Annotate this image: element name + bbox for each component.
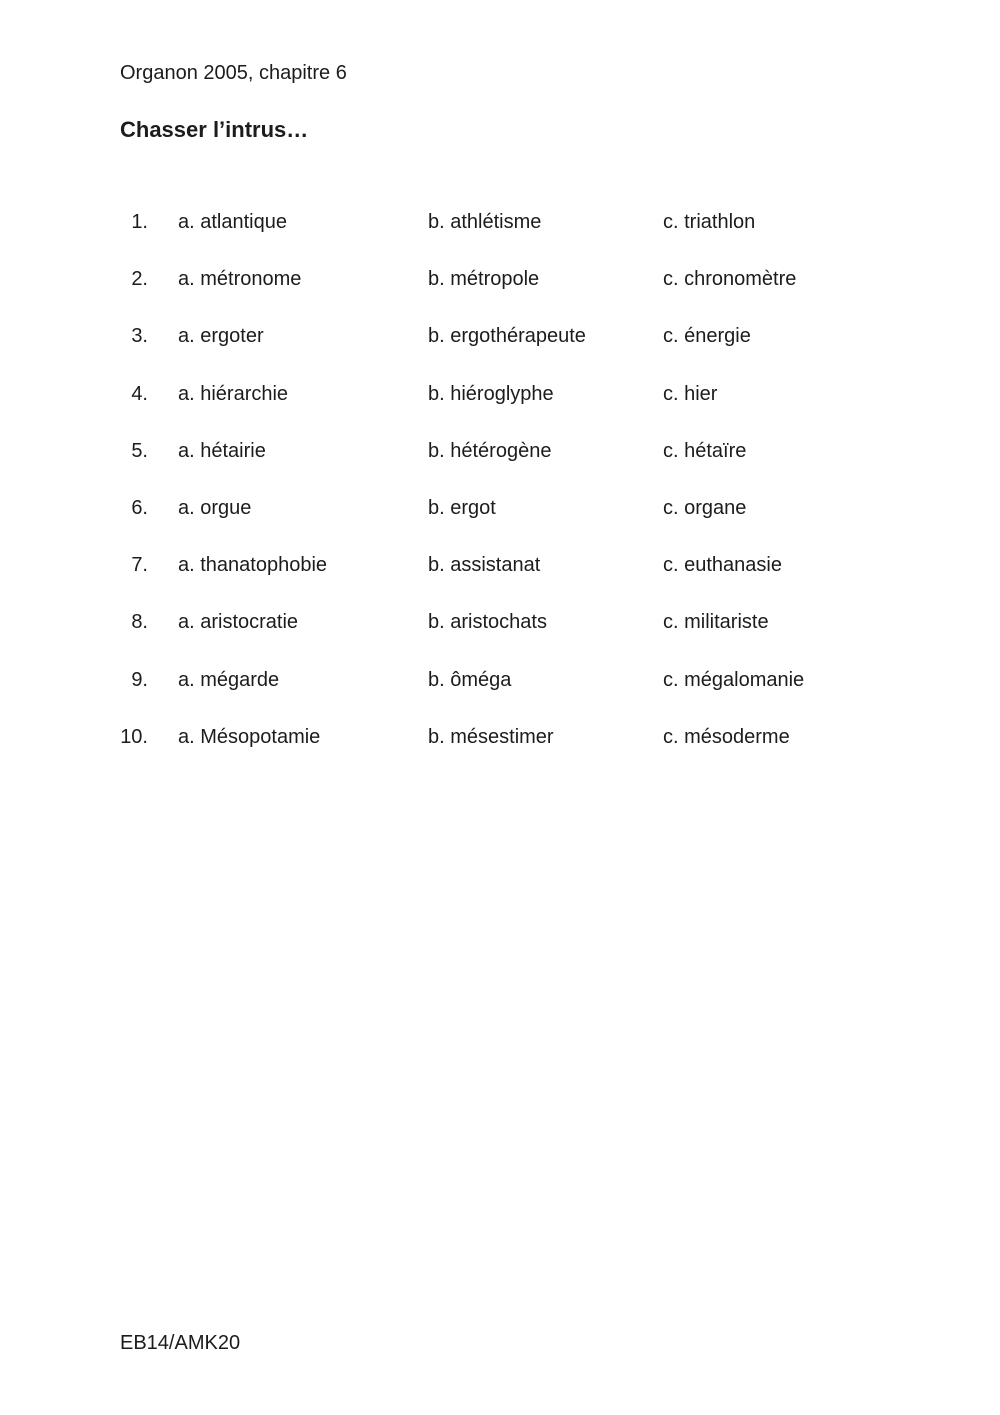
option-c: c. mégalomanie (663, 668, 805, 691)
exercise-row-3 (118, 308, 948, 365)
option-a: a. mégarde (178, 668, 280, 691)
option-a: a. hétairie (178, 439, 266, 462)
option-b: b. ergothérapeute (428, 325, 586, 348)
document-footer: EB14/AMK20 (120, 1332, 241, 1354)
page-title: Chasser l’intrus… (120, 117, 309, 142)
item-number: 1. (131, 211, 148, 234)
option-a: a. Mésopotamie (178, 725, 321, 748)
exercise-row-6 (118, 480, 948, 537)
item-number: 7. (131, 554, 148, 577)
option-b: b. mésestimer (428, 725, 554, 748)
item-number: 10. (120, 725, 148, 748)
option-b: b. aristochats (428, 611, 547, 634)
option-a: a. aristocratie (178, 611, 299, 634)
exercise-row-1 (118, 194, 948, 251)
option-c: c. organe (663, 497, 747, 520)
option-a: a. hiérarchie (178, 382, 289, 405)
option-c: c. chronomètre (663, 268, 797, 291)
exercise-row-9 (118, 652, 948, 709)
exercise-row-2 (118, 251, 948, 308)
exercise-list (118, 194, 948, 766)
exercise-row-8 (118, 594, 948, 651)
document-header: Organon 2005, chapitre 6 (120, 62, 347, 84)
exercise-row-4 (118, 366, 948, 423)
option-c: c. hier (663, 382, 718, 405)
exercise-row-10 (118, 709, 948, 766)
option-b: b. métropole (428, 268, 540, 291)
exercise-row-7 (118, 537, 948, 594)
option-c: c. mésoderme (663, 725, 790, 748)
option-a: a. métronome (178, 268, 302, 291)
item-number: 8. (131, 611, 148, 634)
option-c: c. euthanasie (663, 554, 782, 577)
item-number: 9. (131, 668, 148, 691)
item-number: 2. (131, 268, 148, 291)
item-number: 4. (131, 382, 148, 405)
option-c: c. énergie (663, 325, 751, 348)
option-c: c. militariste (663, 611, 769, 634)
option-b: b. ergot (428, 497, 496, 520)
option-b: b. hiéroglyphe (428, 382, 554, 405)
exercise-row-5 (118, 423, 948, 480)
item-number: 5. (131, 439, 148, 462)
option-b: b. hétérogène (428, 439, 552, 462)
option-b: b. assistanat (428, 554, 541, 577)
item-number: 3. (131, 325, 148, 348)
option-b: b. athlétisme (428, 211, 542, 234)
item-number: 6. (131, 497, 148, 520)
option-b: b. ôméga (428, 668, 512, 691)
option-a: a. orgue (178, 497, 252, 520)
option-c: c. triathlon (663, 211, 756, 234)
option-a: a. ergoter (178, 325, 264, 348)
option-c: c. hétaïre (663, 439, 747, 462)
option-a: a. thanatophobie (178, 554, 328, 577)
option-a: a. atlantique (178, 211, 287, 234)
